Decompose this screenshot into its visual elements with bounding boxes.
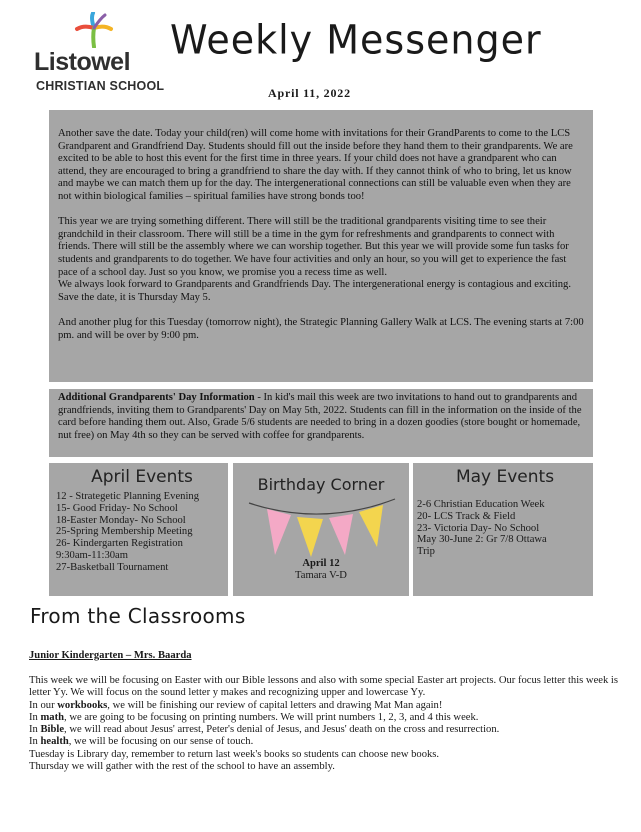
grandparents-day-notice [49, 110, 593, 382]
list-item: 15- Good Friday- No School [56, 502, 178, 514]
newsletter-date: April 11, 2022 [268, 86, 351, 100]
class-paragraph: This week we will be focusing on Easter with our Bible lessons and also with some special Easter art projects. Our focus letter this week is letter Yy. We will focus on the sound letter y makes and recognizing upper and lowercase Yy. [29, 675, 618, 699]
class-paragraph: Tuesday is Library day, remember to return last week's books so students can choose new books. [29, 748, 440, 760]
list-item: 20- LCS Track & Field [417, 510, 516, 522]
info-text: - In kid's mail this week are two invitations to hand out to grandparents and grandfriends, inviting them to Grandparents' Day on May 5th, 2022. Students can fill in the information on the inside of the card before handing them out. Also, Grade 5/6 students are needed to bring in a dozen goodies (store bought or homemade, nut free) on May 4th so they can be served with coffee for grandparents. [58, 392, 582, 441]
april-events-panel [49, 463, 228, 596]
notice-paragraph: This year we are trying something different. There will still be the traditional grandparents visiting time to see their grandchild in their classroom. There will still be a time in the gym for refreshments and grandparents to connect with friends. There will still be the assembly where we can worship together. But this year we will provide some fun tasks for students and grandparents to do together. We have four activities and only an hour, so you will get to experience the fast pace of a school day. Just so you know, we promise you a recess time as well. [58, 216, 569, 278]
subject-label: workbooks [57, 699, 108, 711]
april-events-list [56, 491, 228, 574]
class-paragraph [29, 712, 619, 724]
april-events-title: April Events [91, 467, 193, 487]
may-events-panel [413, 463, 593, 596]
notice-paragraph: Another save the date. Today your child(ren) will come home with invitations for their GrandParents to come to the LCS Grandparent and Grandfriend Day. Students should fill out the inside before they hand them to their grandparents. We are excited to be able to host this event for the first time in three years. If your child does not have a grandparent who can attend, they are encouraged to bring a grandfriend to share the day with. If they cannot think of who to bring, let us know and maybe we can match them up for the day. The intergenerational connections can still be valuable even when they are not within biological families – spiritual families have strong bonds too! [58, 128, 573, 202]
class-report [29, 675, 619, 773]
list-item: 27-Basketball Tournament [56, 561, 169, 573]
cross-logo-icon [72, 12, 116, 48]
logo-subtitle: CHRISTIAN SCHOOL [36, 79, 165, 93]
text-segment: , we will be finishing our review of capital letters and drawing Mat Man again! [107, 699, 443, 711]
list-item: Trip [417, 546, 435, 558]
newsletter-title: Weekly Messenger [170, 16, 542, 64]
list-item: 12 - Strategetic Planning Evening [56, 491, 199, 502]
text-segment: In [29, 711, 41, 723]
text-segment: , we will read about Jesus' arrest, Peter's denial of Jesus, and Jesus' death on the cross and resurrection. [64, 724, 500, 736]
text-segment: , we are going to be focusing on printing numbers. We will print numbers 1, 2, 3, and 4 this week. [64, 711, 479, 723]
birthday-name: Tamara V-D [295, 570, 347, 581]
info-label: Additional Grandparents' Day Information [58, 392, 255, 403]
notice-paragraph: We always look forward to Grandparents and Grandfriends Day. The intergenerational energy is contagious and exciting. Save the date, it is Thursday May 5. [58, 279, 571, 303]
text-segment: In [29, 736, 41, 748]
may-events-list [417, 499, 593, 558]
text-segment: In [29, 724, 41, 736]
text-segment: , we will be focusing on our sense of touch. [68, 736, 254, 748]
class-heading: Junior Kindergarten – Mrs. Baarda [29, 650, 192, 661]
text-segment: In our [29, 699, 58, 711]
subject-label: Bible [40, 724, 65, 736]
class-paragraph [29, 724, 619, 736]
list-item: 23- Victoria Day- No School [417, 522, 540, 534]
birthday-corner-panel [233, 463, 409, 596]
notice-paragraph: And another plug for this Tuesday (tomorrow night), the Strategic Planning Gallery Walk at LCS. The evening starts at 7:00 pm. and will be over by 9:00 pm. [58, 316, 584, 341]
class-paragraph [29, 736, 619, 748]
list-item: 9:30am-11:30am [56, 549, 128, 561]
list-item: 18-Easter Monday- No School [56, 514, 186, 526]
may-events-title: May Events [455, 467, 555, 487]
list-item: 2-6 Christian Education Week [417, 499, 545, 510]
subject-label: health [40, 736, 69, 748]
class-paragraph: Thursday we will gather with the rest of the school to have an assembly. [29, 761, 335, 773]
list-item: May 30-June 2: Gr 7/8 Ottawa [417, 534, 547, 546]
subject-label: math [40, 711, 65, 723]
additional-info-box [49, 389, 593, 457]
birthday-date: April 12 [302, 558, 340, 569]
section-title: From the Classrooms [30, 604, 246, 628]
logo-name: Listowel [34, 48, 131, 76]
list-item: 25-Spring Membership Meeting [56, 526, 193, 538]
class-paragraph [29, 700, 619, 712]
birthday-corner-title: Birthday Corner [257, 475, 385, 494]
list-item: 26- Kindergarten Registration [56, 538, 183, 550]
bunting-banner-icon [247, 497, 397, 559]
